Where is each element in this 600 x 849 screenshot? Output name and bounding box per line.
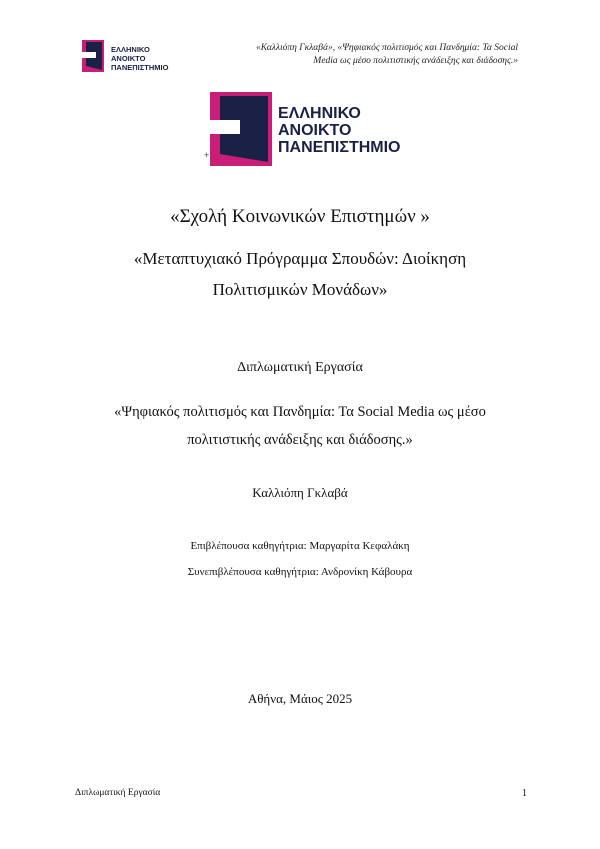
thesis-title-line-1: «Ψηφιακός πολιτισμός και Πανδημία: Τα Social Media ως μέσο [114,404,486,420]
main-logo [204,92,404,166]
thesis-label: Διπλωματική Εργασία [237,360,363,375]
school-name: «Σχολή Κοινωνικών Επιστημών » [170,206,430,227]
header-logo-line-3: ΠΑΝΕΠΙΣΤΗΜΙΟ [111,63,169,72]
header-logo-line-1: ΕΛΛΗΝΙΚΟ [111,45,150,54]
running-header-line-2: Media ως μέσο πολιτιστικής ανάδειξης και διάδοσης.» [313,56,518,66]
program-name [100,243,500,305]
thesis-title [80,398,520,454]
author-name: Καλλιόπη Γκλαβά [252,485,348,500]
university-logo-mark-icon [210,92,272,166]
thesis-title-line-2: πολιτιστικής ανάδειξης και διάδοσης.» [187,432,413,448]
running-header [188,42,518,68]
running-header-line-1: «Καλλιόπη Γκλαβά», «Ψηφιακός πολιτισμός και Πανδημία: Τα Social [255,43,518,53]
co-supervisor: Συνεπιβλέπουσα καθηγήτρια: Ανδρονίκη Κάβουρα [187,566,413,578]
header-logo-line-2: ΑΝΟΙΚΤΟ [111,54,146,63]
supervisor: Επιβλέπουσα καθηγήτρια: Μαργαρίτα Κεφαλάκη [190,540,410,552]
main-logo-line-2: ΑΝΟΙΚΤΟ [278,122,352,139]
plus-mark: + [204,150,210,160]
header-logo [78,38,178,78]
main-logo-line-1: ΕΛΛΗΝΙΚΟ [278,105,361,122]
program-line-2: Πολιτισμικών Μονάδων» [212,280,388,299]
main-logo-line-3: ΠΑΝΕΠΙΣΤΗΜΙΟ [278,139,401,156]
page-number: 1 [522,788,527,799]
program-line-1: «Μεταπτυχιακό Πρόγραμμα Σπουδών: Διοίκηση [133,249,467,268]
place-date: Αθήνα, Μάιος 2025 [247,691,353,706]
footer-label: Διπλωματική Εργασία [75,788,161,798]
university-logo-mark-icon [78,38,108,74]
